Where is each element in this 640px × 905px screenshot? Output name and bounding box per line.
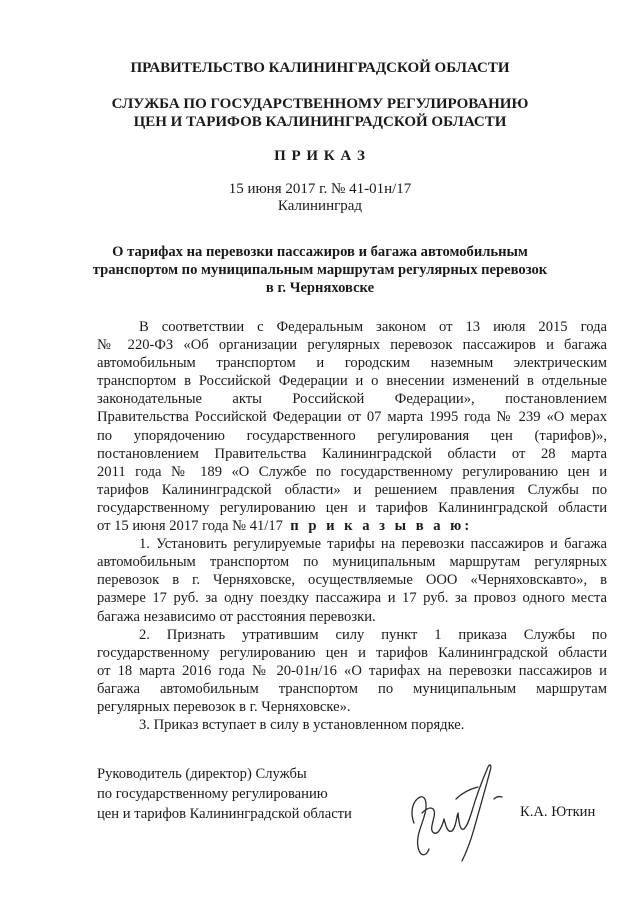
service-name-line-1: СЛУЖБА ПО ГОСУДАРСТВЕННОМУ РЕГУЛИРОВАНИЮ — [111, 96, 529, 112]
item-1-line: автомобильным транспортом по муниципальным маршрутам регулярных — [97, 554, 607, 571]
position-line-2: по государственному регулированию — [97, 786, 328, 802]
title-line-3: в г. Черняховске — [265, 280, 375, 296]
document-type: П Р И К А З — [274, 148, 366, 164]
position-line-3: цен и тарифов Калининградской области — [97, 806, 352, 822]
title-line-2: транспортом по муниципальным маршрутам регулярных перевозок — [92, 262, 548, 278]
decision-reference: от 15 июня 2017 года № 41/17 — [97, 518, 283, 535]
document-body — [97, 318, 607, 734]
service-name-line-2: ЦЕН И ТАРИФОВ КАЛИНИНГРАДСКОЙ ОБЛАСТИ — [133, 114, 507, 130]
item-1-line: перевозок в г. Черняховске, осуществляемые ООО «Черняховскавто», в — [97, 572, 607, 589]
item-2-line: государственному регулированию цен и тарифов Калининградской области — [97, 644, 607, 661]
item-2-line: от 18 марта 2016 года № 20-01н/16 «О тарифах на перевозки пассажиров и — [97, 662, 607, 679]
order-word: п р и к а з ы в а ю: — [290, 518, 473, 535]
item-1-line: размере 17 руб. за одну поездку пассажира и 17 руб. за провоз одного места — [97, 590, 607, 607]
item-3-line: 3. Приказ вступает в силу в установленном порядке. — [139, 717, 465, 734]
item-2-line: регулярных перевозок в г. Черняховске». — [97, 698, 351, 715]
preamble-final-line — [97, 517, 607, 535]
position-line-1: Руководитель (директор) Службы — [97, 766, 307, 782]
preamble-line: по упорядочению государственного регулирования цен (тарифов)», — [97, 427, 607, 444]
item-2-line: 2. Признать утратившим силу пункт 1 приказа Службы по — [139, 626, 607, 643]
preamble-line: тарифов Калининградской области» и решением правления Службы по — [97, 481, 607, 498]
title-line-1: О тарифах на перевозки пассажиров и багажа автомобильным — [112, 244, 528, 260]
preamble-line: постановлением Правительства Калининградской области от 28 марта — [97, 445, 607, 462]
item-1-line: 1. Установить регулируемые тарифы на перевозки пассажиров и багажа — [139, 536, 607, 553]
preamble-line: 2011 года № 189 «О Службе по государственному регулированию цен и — [97, 463, 607, 480]
handwritten-signature — [396, 753, 511, 865]
preamble-line: Правительства Российской Федерации от 07 марта 1995 года № 239 «О мерах — [97, 409, 607, 426]
signatory-position — [97, 764, 377, 824]
preamble-line: автомобильным транспортом и городским наземным электрическим — [97, 355, 607, 372]
date-number: 15 июня 2017 г. № 41-01н/17 — [228, 181, 412, 197]
preamble-line: В соответствии с Федеральным законом от 13 июля 2015 года — [139, 319, 607, 335]
item-1-line: багажа независимо от расстояния перевозки. — [97, 608, 376, 625]
item-2-line: багажа автомобильным транспортом по муниципальным маршрутам — [97, 680, 607, 697]
government-header: ПРАВИТЕЛЬСТВО КАЛИНИНГРАДСКОЙ ОБЛАСТИ — [130, 60, 510, 76]
preamble-line: № 220-ФЗ «Об организации регулярных перевозок пассажиров и багажа — [97, 337, 607, 354]
preamble-line: государственному регулированию цен и тарифов Калининградской области — [97, 499, 607, 516]
signatory-name: К.А. Юткин — [520, 804, 596, 820]
preamble-line: транспортом в Российской Федерации и о внесении изменений в отдельные — [97, 373, 607, 390]
city: Калининград — [277, 198, 363, 214]
preamble-line: законодательные акты Российской Федерации», постановлением — [97, 391, 607, 408]
